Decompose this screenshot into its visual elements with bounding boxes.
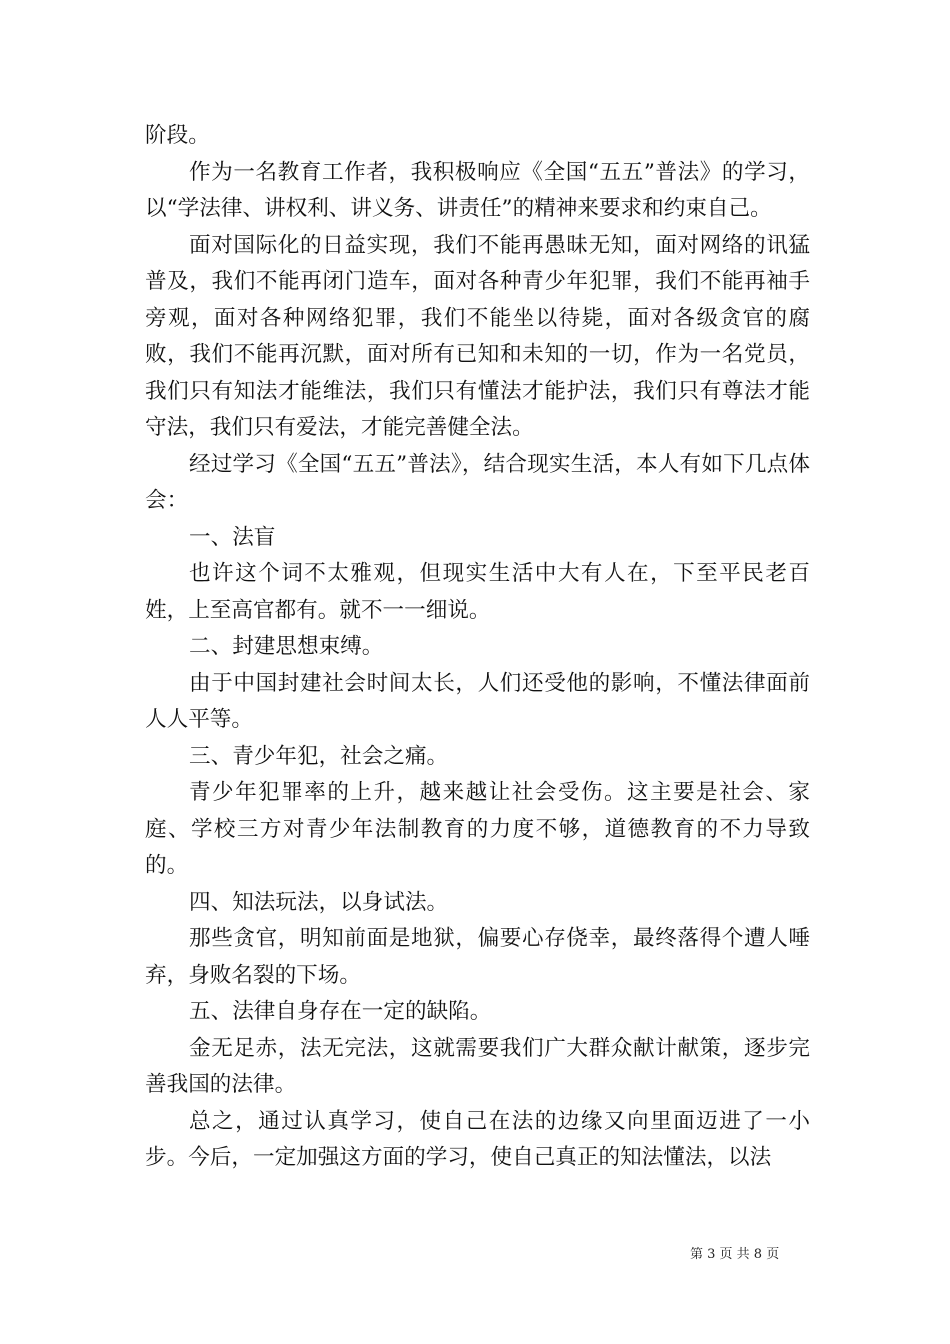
paragraph-corrupt-officials: 那些贪官，明知前面是地狱，偏要心存侥幸，最终落得个遭人唾弃，身败名裂的下场。: [145, 926, 810, 988]
heading-feudal-thinking: 二、封建思想束缚。: [189, 634, 384, 659]
document-body: [145, 118, 810, 1177]
heading-law-defects: 五、法律自身存在一定的缺陷。: [189, 999, 492, 1024]
paragraph-internationalization: 面对国际化的日益实现，我们不能再愚昧无知，面对网络的讯猛普及，我们不能再闭门造车，面对各种青少年犯罪，我们不能再袖手旁观，面对各种网络犯罪，我们不能坐以待毙，面对各级贪官的腐败，我们不能再沉默，面对所有已知和未知的一切，作为一名党员，我们只有知法才能维法，我们只有懂法才能护法，我们只有尊法才能守法，我们只有爱法，才能完善健全法。: [145, 232, 810, 440]
paragraph-youth-crime: 青少年犯罪率的上升，越来越让社会受伤。这主要是社会、家庭、学校三方对青少年法制教育的力度不够，道德教育的不力导致的。: [145, 780, 810, 878]
heading-knowing-breaking-law: 四、知法玩法，以身试法。: [189, 889, 449, 915]
paragraph-law-defects: 金无足赤，法无完法，这就需要我们广大群众献计献策，逐步完善我国的法律。: [145, 1035, 810, 1097]
heading-legal-illiteracy: 一、法盲: [189, 524, 276, 550]
page-number: 第 3 页 共 8 页: [690, 1247, 780, 1262]
paragraph-experience-intro: 经过学习《全国“五五”普法》，结合现实生活，本人有如下几点体会：: [145, 451, 810, 513]
paragraph-feudal-thinking: 由于中国封建社会时间太长，人们还受他的影响，不懂法律面前人人平等。: [145, 670, 810, 732]
paragraph-stage-end: 阶段。: [145, 123, 210, 148]
paragraph-conclusion: 总之，通过认真学习，使自己在法的边缘又向里面迈进了一小步。今后，一定加强这方面的学习，使自己真正的知法懂法，以法: [145, 1108, 810, 1170]
heading-youth-crime: 三、青少年犯，社会之痛。: [189, 743, 449, 769]
paragraph-educator: 作为一名教育工作者，我积极响应《全国“五五”普法》的学习，以“学法律、讲权利、讲义务、讲责任”的精神来要求和约束自己。: [145, 159, 810, 221]
paragraph-legal-illiteracy: 也许这个词不太雅观，但现实生活中大有人在，下至平民老百姓，上至高官都有。就不一一细说。: [145, 561, 810, 623]
